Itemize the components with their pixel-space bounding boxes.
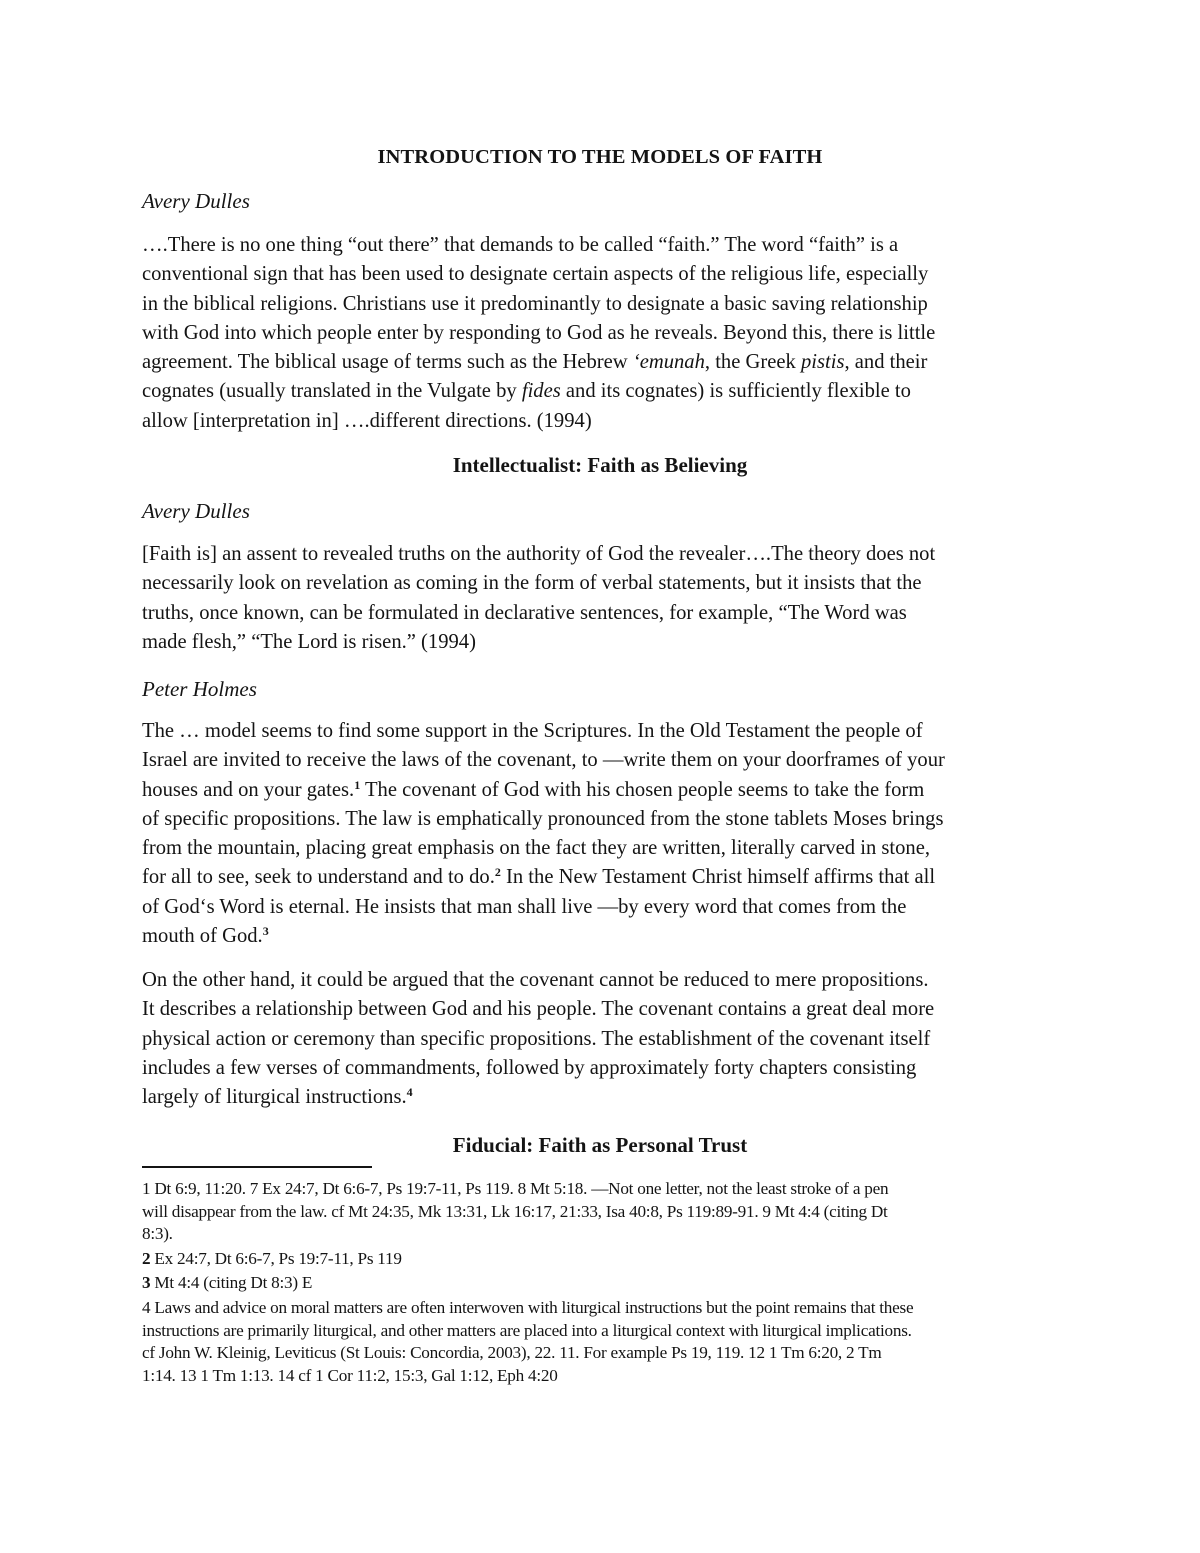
text-line: with God into which people enter by responding to God as he reveals. Beyond this, there is little bbox=[142, 321, 936, 344]
footnote-line: will disappear from the law. cf Mt 24:35, Mk 13:31, Lk 16:17, 21:33, Isa 40:8, Ps 119:89-91. 9 Mt 4:4 (citing Dt bbox=[142, 1201, 888, 1221]
text-line: made flesh,” “The Lord is risen.” (1994) bbox=[142, 630, 476, 653]
other-hand-paragraph bbox=[142, 966, 1067, 1112]
footnote-line: 1:14. 13 1 Tm 1:13. 14 cf 1 Cor 11:2, 15:3, Gal 1:12, Eph 4:20 bbox=[142, 1365, 558, 1385]
text-run: The covenant of God with his chosen people seems to take the form bbox=[360, 778, 925, 801]
footnote-ref[interactable]: 1 bbox=[354, 777, 361, 792]
text-line: physical action or ceremony than specific propositions. The establishment of the covenant itself bbox=[142, 1027, 931, 1050]
footnote-line: cf John W. Kleinig, Leviticus (St Louis: Concordia, 2003), 22. 11. For example Ps 19, 119. 12 1 Tm 6:20, 2 Tm bbox=[142, 1343, 882, 1363]
footnote-4 bbox=[142, 1297, 1072, 1387]
text-line: in the biblical religions. Christians use it predominantly to designate a basic saving relationship bbox=[142, 292, 928, 315]
footnote-line: 4 Laws and advice on moral matters are often interwoven with liturgical instructions but the point remains that these bbox=[142, 1297, 914, 1317]
greek-term: pistis bbox=[800, 351, 845, 374]
footnote-separator bbox=[142, 1166, 372, 1168]
footnote-number: 3 bbox=[142, 1273, 151, 1293]
text-run: and its cognates) is sufficiently flexible to bbox=[560, 380, 911, 403]
footnote-1 bbox=[142, 1178, 1072, 1246]
footnote-line: 8:3). bbox=[142, 1224, 173, 1244]
text-line bbox=[142, 776, 1067, 805]
text-run: mouth of God. bbox=[142, 925, 263, 948]
text-line: ….There is no one thing “out there” that demands to be called “faith.” The word “faith” is a bbox=[142, 234, 899, 256]
footnote-line: instructions are primarily liturgical, and other matters are placed into a liturgical context with liturgical implications. bbox=[142, 1320, 912, 1340]
text-run: , the Greek bbox=[704, 351, 801, 374]
text-line: truths, once known, can be formulated in declarative sentences, for example, “The Word was bbox=[142, 601, 907, 624]
text-line bbox=[142, 1083, 1067, 1112]
holmes-paragraph bbox=[142, 717, 1067, 951]
footnotes bbox=[142, 1178, 1072, 1389]
footnote-text: Mt 4:4 (citing Dt 8:3) E bbox=[150, 1273, 313, 1293]
holmes-author: Peter Holmes bbox=[142, 677, 257, 701]
text-line: from the mountain, placing great emphasis on the fact they are written, literally carved in stone, bbox=[142, 837, 931, 860]
footnote-ref[interactable]: 4 bbox=[406, 1085, 413, 1100]
text-run: cognates (usually translated in the Vulgate by bbox=[142, 380, 522, 403]
footnote-number: 2 bbox=[142, 1248, 151, 1268]
text-line: allow [interpretation in] ….different directions. (1994) bbox=[142, 409, 592, 432]
text-line bbox=[142, 377, 1067, 406]
text-line bbox=[142, 922, 1067, 951]
intro-paragraph bbox=[142, 231, 1067, 436]
text-run: agreement. The biblical usage of terms such as the Hebrew bbox=[142, 351, 633, 374]
text-run: In the New Testament Christ himself affirms that all bbox=[500, 866, 936, 889]
document-title: INTRODUCTION TO THE MODELS OF FAITH bbox=[377, 146, 823, 168]
text-run: houses and on your gates. bbox=[142, 778, 355, 801]
text-line bbox=[142, 348, 1067, 377]
text-run: for all to see, seek to understand and to do. bbox=[142, 866, 495, 889]
text-line: of specific propositions. The law is emphatically pronounced from the stone tablets Moses brings bbox=[142, 807, 944, 830]
intellectualist-author: Avery Dulles bbox=[142, 499, 250, 523]
footnote-2 bbox=[142, 1248, 1072, 1271]
section-heading-fiducial: Fiducial: Faith as Personal Trust bbox=[452, 1133, 748, 1157]
intro-author: Avery Dulles bbox=[142, 189, 250, 213]
text-line: of God‘s Word is eternal. He insists that man shall live ―by every word that comes from the bbox=[142, 895, 907, 918]
latin-term: fides bbox=[521, 380, 561, 403]
footnote-ref[interactable]: 2 bbox=[494, 865, 501, 880]
text-line: The … model seems to find some support in the Scriptures. In the Old Testament the people of bbox=[142, 720, 923, 742]
footnote-ref[interactable]: 3 bbox=[262, 924, 269, 939]
hebrew-term: ‘emunah bbox=[632, 351, 705, 374]
text-line: It describes a relationship between God and his people. The covenant contains a great deal more bbox=[142, 998, 935, 1021]
text-run: , and their bbox=[844, 351, 928, 374]
footnote-text: Ex 24:7, Dt 6:6-7, Ps 19:7-11, Ps 119 bbox=[150, 1248, 402, 1268]
intellectualist-paragraph bbox=[142, 540, 1067, 657]
text-line bbox=[142, 863, 1067, 892]
footnote-3 bbox=[142, 1272, 1072, 1295]
text-line: necessarily look on revelation as coming in the form of verbal statements, but it insists that the bbox=[142, 572, 922, 595]
footnote-line: 1 Dt 6:9, 11:20. 7 Ex 24:7, Dt 6:6-7, Ps 19:7-11, Ps 119. 8 Mt 5:18. ―Not one letter, not the least stroke of a pen bbox=[142, 1179, 889, 1198]
text-line: [Faith is] an assent to revealed truths on the authority of God the revealer….The theory does not bbox=[142, 543, 936, 565]
text-line: Israel are invited to receive the laws of the covenant, to ―write them on your doorframes of your bbox=[142, 749, 945, 772]
text-line: On the other hand, it could be argued that the covenant cannot be reduced to mere propositions. bbox=[142, 969, 929, 991]
section-heading-intellectualist: Intellectualist: Faith as Believing bbox=[452, 453, 748, 477]
text-line: includes a few verses of commandments, followed by approximately forty chapters consisting bbox=[142, 1056, 917, 1079]
text-run: largely of liturgical instructions. bbox=[142, 1086, 407, 1109]
text-line: conventional sign that has been used to designate certain aspects of the religious life, especially bbox=[142, 263, 929, 286]
